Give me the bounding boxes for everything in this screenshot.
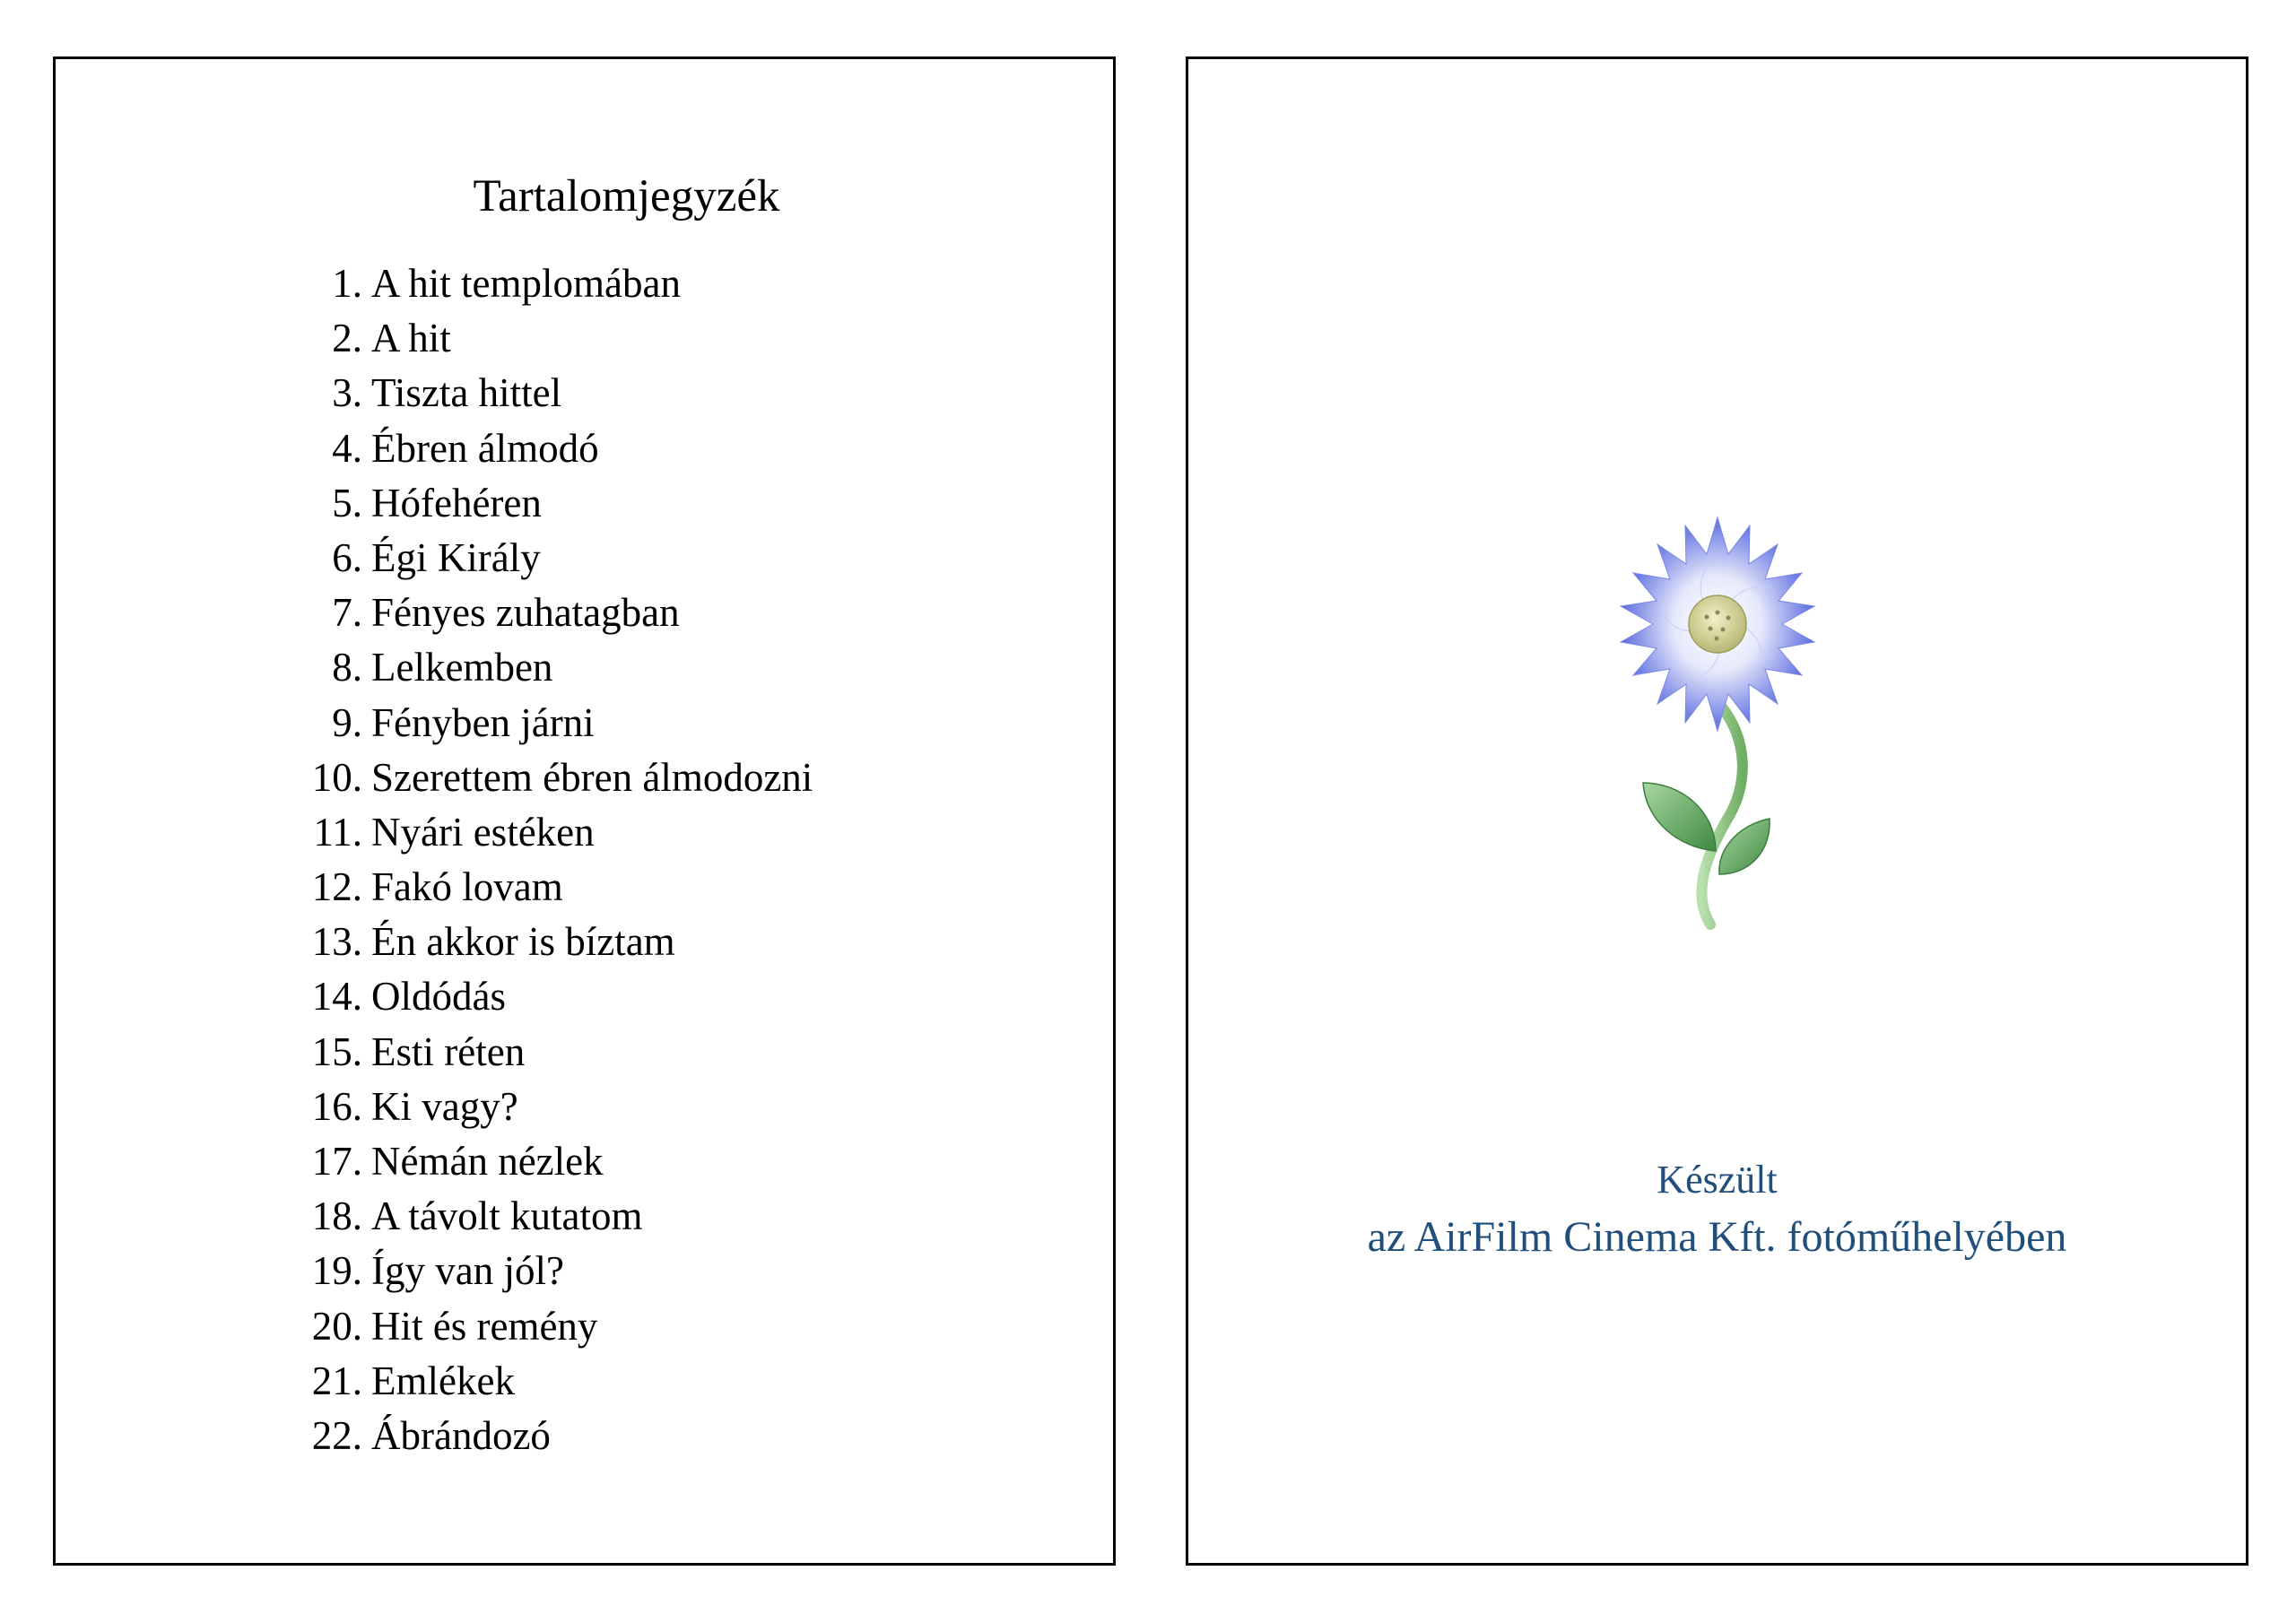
toc-item-title: Szerettem ébren álmodozni bbox=[371, 754, 813, 800]
toc-item bbox=[56, 915, 1113, 969]
toc-item-number: 9. bbox=[332, 699, 362, 745]
toc-item-title: Némán nézlek bbox=[371, 1139, 604, 1184]
toc-item-title: Ébren álmodó bbox=[371, 425, 599, 471]
toc-item bbox=[56, 476, 1113, 531]
toc-item-title: Oldódás bbox=[371, 974, 506, 1020]
toc-item-number: 1. bbox=[332, 261, 362, 306]
toc-item-number: 16. bbox=[311, 1083, 362, 1129]
toc-item-number: 20. bbox=[311, 1303, 362, 1349]
toc-item bbox=[56, 1189, 1113, 1244]
toc-item-title: Tiszta hittel bbox=[371, 370, 562, 416]
toc-item-title: Lelkemben bbox=[371, 645, 553, 690]
toc-item-title: Hit és remény bbox=[371, 1303, 598, 1349]
toc-item bbox=[56, 586, 1113, 640]
toc-item bbox=[56, 860, 1113, 915]
toc-page bbox=[53, 56, 1116, 1566]
toc-item-number: 18. bbox=[311, 1193, 362, 1239]
toc-item-number: 8. bbox=[332, 645, 362, 690]
toc-item bbox=[56, 1025, 1113, 1080]
toc-item-number: 3. bbox=[332, 370, 362, 416]
toc-item-number: 21. bbox=[311, 1358, 362, 1403]
flower-leaf bbox=[1643, 783, 1716, 851]
toc-item-number: 19. bbox=[311, 1248, 362, 1294]
toc-item bbox=[56, 1354, 1113, 1409]
toc-item bbox=[56, 969, 1113, 1024]
toc-item-title: A hit bbox=[371, 316, 451, 361]
toc-item bbox=[56, 751, 1113, 805]
toc-item bbox=[56, 1409, 1113, 1463]
toc-item bbox=[56, 696, 1113, 751]
toc-item-title: Ki vagy? bbox=[371, 1083, 518, 1129]
toc-item-title: Fényben járni bbox=[371, 699, 595, 745]
toc-item bbox=[56, 1080, 1113, 1134]
toc-item bbox=[56, 805, 1113, 860]
toc-item bbox=[56, 256, 1113, 311]
toc-item bbox=[56, 640, 1113, 695]
toc-item bbox=[56, 421, 1113, 476]
toc-item-title: Én akkor is bíztam bbox=[371, 919, 675, 965]
toc-item-title: Fényes zuhatagban bbox=[371, 590, 680, 636]
toc-item-title: A hit templomában bbox=[371, 261, 681, 306]
toc-item bbox=[56, 1299, 1113, 1354]
flower-center bbox=[1689, 595, 1746, 653]
credit-studio: az AirFilm Cinema Kft. fotóműhelyében bbox=[1367, 1213, 2067, 1261]
toc-item-number: 14. bbox=[311, 974, 362, 1020]
toc-item-title: Hófehéren bbox=[371, 480, 542, 525]
toc-item-number: 13. bbox=[311, 919, 362, 965]
toc-item bbox=[56, 1244, 1113, 1298]
toc-item-number: 4. bbox=[332, 425, 362, 471]
toc-item-number: 11. bbox=[313, 809, 362, 855]
toc-item-title: Fakó lovam bbox=[371, 864, 563, 910]
toc-item-number: 15. bbox=[311, 1028, 362, 1074]
toc-item-number: 6. bbox=[332, 534, 362, 580]
toc-item-title: Nyári estéken bbox=[371, 809, 595, 855]
toc-item-title: Esti réten bbox=[371, 1028, 526, 1074]
toc-item bbox=[56, 531, 1113, 586]
toc-item-number: 22. bbox=[311, 1412, 362, 1458]
toc-item bbox=[56, 311, 1113, 366]
toc-item-number: 17. bbox=[311, 1139, 362, 1184]
toc-item-number: 10. bbox=[311, 754, 362, 800]
toc-item-title: Így van jól? bbox=[371, 1248, 564, 1294]
toc-item-title: A távolt kutatom bbox=[371, 1193, 643, 1239]
toc-item-title: Ábrándozó bbox=[371, 1412, 551, 1458]
toc-item-number: 12. bbox=[311, 864, 362, 910]
toc-item-title: Emlékek bbox=[371, 1358, 515, 1403]
toc-list bbox=[56, 256, 1113, 1463]
flower-icon bbox=[1592, 498, 1843, 946]
toc-item bbox=[56, 1134, 1113, 1189]
credit-label: Készült bbox=[1657, 1158, 1778, 1202]
toc-item-number: 7. bbox=[332, 590, 362, 636]
flower-stem bbox=[1701, 704, 1742, 924]
credits-page bbox=[1186, 56, 2248, 1566]
toc-item bbox=[56, 366, 1113, 421]
toc-item-number: 2. bbox=[332, 316, 362, 361]
toc-title: Tartalomjegyzék bbox=[473, 171, 780, 221]
toc-item-title: Égi Király bbox=[371, 534, 541, 580]
toc-item-number: 5. bbox=[332, 480, 362, 525]
